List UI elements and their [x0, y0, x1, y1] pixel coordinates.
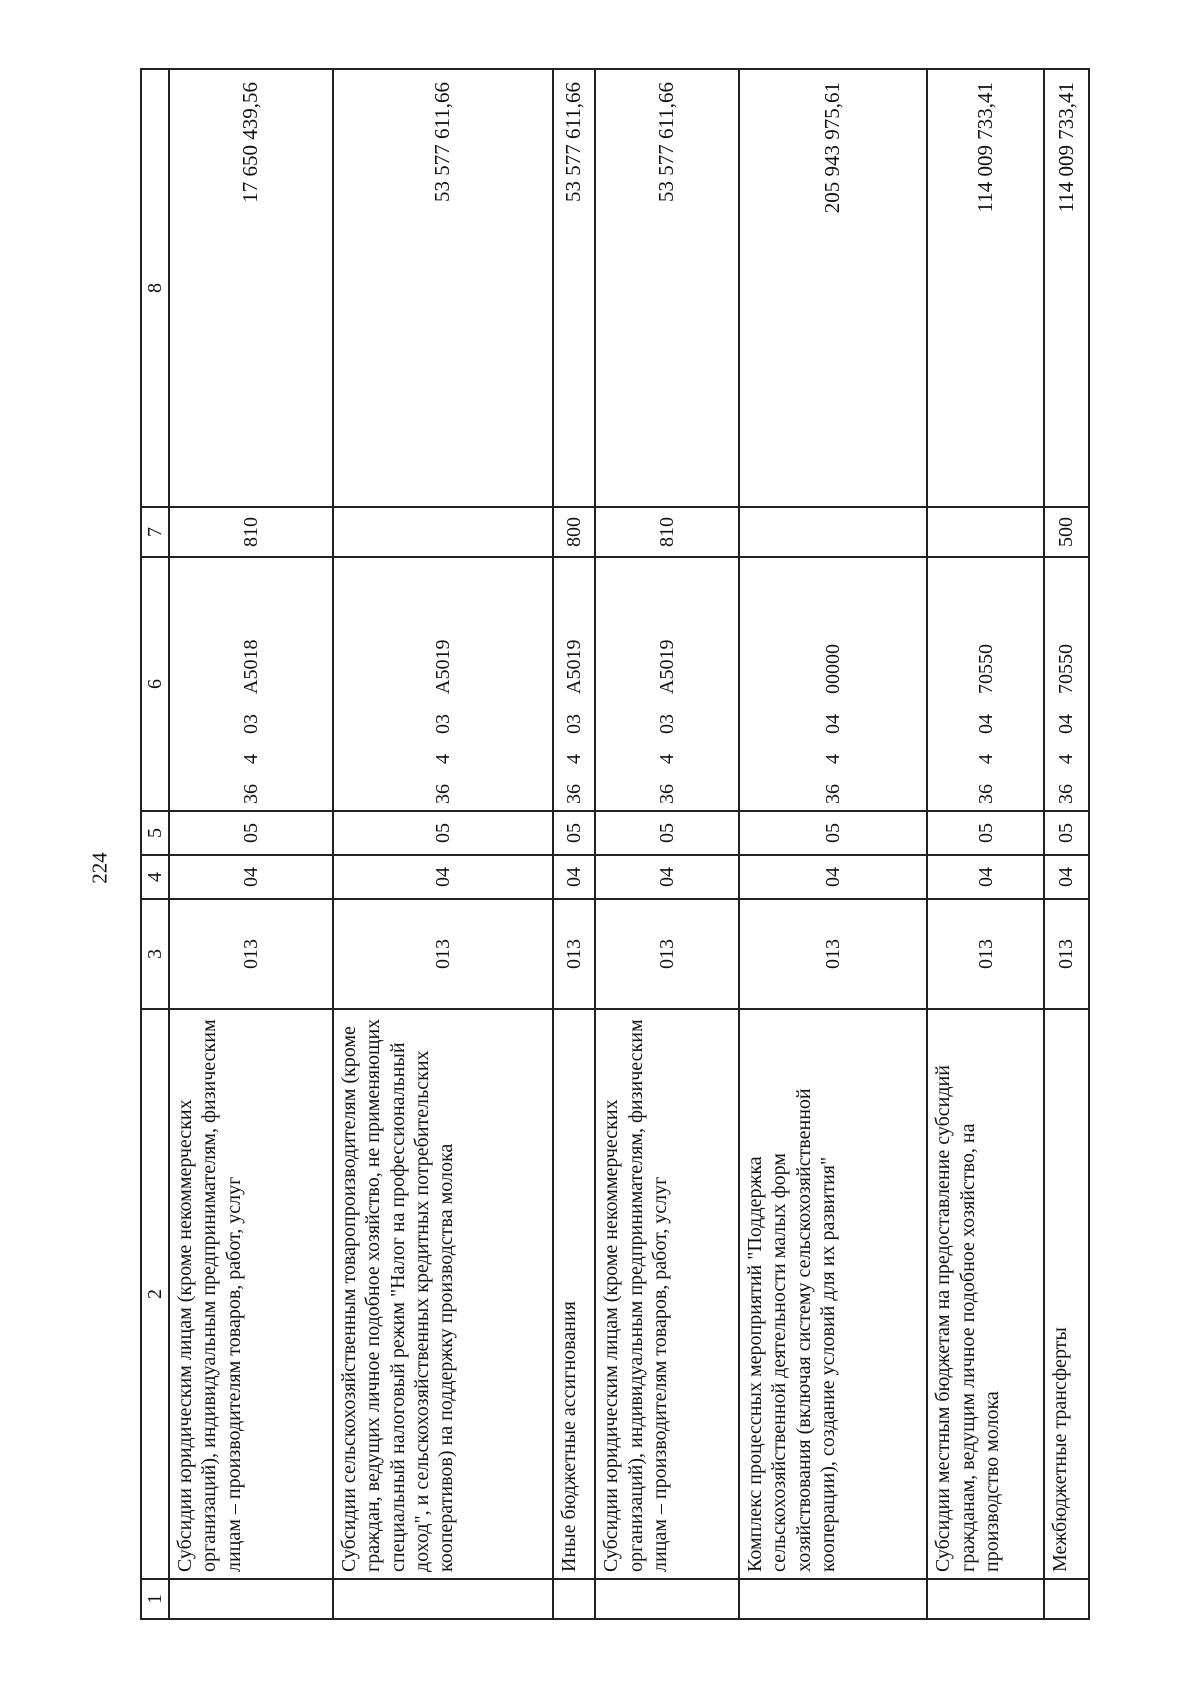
- item-name-cell: Комплекс процессных мероприятий "Поддержка сельскохозяйственной деятельности малых форм хозяйствования (включая систему сельскохозяйственной кооперации), создание условий для их развития": [739, 1009, 927, 1579]
- expense-type-cell: [333, 507, 553, 557]
- amount-cell: 205 943 975,61: [739, 69, 927, 507]
- section-cell: 04: [739, 855, 927, 899]
- row-index-cell: [169, 1579, 333, 1619]
- row-index-cell: [553, 1579, 596, 1619]
- item-name-cell: Субсидии сельскохозяйственным товаропроизводителям (кроме граждан, ведущих личное подобное хозяйство, не применяющих специальный налоговый режим "Налог на профессиональный доход", и сельскохозяйственных кредитных потребительских кооперативов) на поддержку производства молока: [333, 1009, 553, 1579]
- row-index-cell: [927, 1579, 1044, 1619]
- target-article-cell: [169, 557, 333, 811]
- ministry-code-cell: 013: [595, 899, 739, 1009]
- table-row: [739, 69, 927, 1619]
- page-number: 224: [87, 852, 112, 884]
- subprogram-code: 4: [1055, 754, 1078, 764]
- target-article-cell: [927, 557, 1044, 811]
- target-article-cell: [553, 557, 596, 811]
- direction-code: 70550: [1055, 644, 1078, 694]
- column-header: 7: [141, 507, 169, 557]
- subsection-cell: 05: [739, 811, 927, 855]
- column-header: 5: [141, 811, 169, 855]
- target-article-cell: [739, 557, 927, 811]
- direction-code: 70550: [974, 644, 997, 694]
- ministry-code-cell: 013: [1044, 899, 1089, 1009]
- ministry-code-cell: 013: [739, 899, 927, 1009]
- subsection-cell: 05: [927, 811, 1044, 855]
- column-header: 2: [141, 1009, 169, 1579]
- row-index-cell: [595, 1579, 739, 1619]
- expense-type-cell: 500: [1044, 507, 1089, 557]
- table-row: [1044, 69, 1089, 1619]
- target-article-cell: [1044, 557, 1089, 811]
- ministry-code-cell: 013: [927, 899, 1044, 1009]
- subsection-cell: 05: [553, 811, 596, 855]
- event-code: 03: [239, 714, 262, 734]
- section-cell: 04: [553, 855, 596, 899]
- amount-cell: 114 009 733,41: [927, 69, 1044, 507]
- ministry-code-cell: 013: [169, 899, 333, 1009]
- target-article-cell: [333, 557, 553, 811]
- section-cell: 04: [169, 855, 333, 899]
- expense-type-cell: [739, 507, 927, 557]
- subprogram-code: 4: [562, 754, 585, 764]
- amount-cell: 53 577 611,66: [595, 69, 739, 507]
- program-code: 36: [655, 784, 678, 804]
- subprogram-code: 4: [974, 754, 997, 764]
- item-name-cell: Межбюджетные трансферты: [1044, 1009, 1089, 1579]
- section-cell: 04: [333, 855, 553, 899]
- column-header: 1: [141, 1579, 169, 1619]
- direction-code: A5019: [562, 639, 585, 694]
- program-code: 36: [974, 784, 997, 804]
- direction-code: A5019: [431, 639, 454, 694]
- subsection-cell: 05: [169, 811, 333, 855]
- column-header: 4: [141, 855, 169, 899]
- target-article-cell: [595, 557, 739, 811]
- column-header: 6: [141, 557, 169, 811]
- section-cell: 04: [1044, 855, 1089, 899]
- program-code: 36: [821, 784, 844, 804]
- direction-code: A5018: [239, 639, 262, 694]
- item-name-cell: Субсидии местным бюджетам на предоставление субсидий гражданам, ведущим личное подобное хозяйство, на производство молока: [927, 1009, 1044, 1579]
- event-code: 04: [974, 714, 997, 734]
- table-row: [595, 69, 739, 1619]
- amount-cell: 53 577 611,66: [553, 69, 596, 507]
- expense-type-cell: 810: [595, 507, 739, 557]
- budget-table: [140, 68, 1090, 1620]
- subsection-cell: 05: [1044, 811, 1089, 855]
- amount-cell: 17 650 439,56: [169, 69, 333, 507]
- program-code: 36: [1055, 784, 1078, 804]
- section-cell: 04: [595, 855, 739, 899]
- expense-type-cell: [927, 507, 1044, 557]
- event-code: 03: [431, 714, 454, 734]
- budget-table-wrapper: [140, 70, 1090, 1620]
- amount-cell: 53 577 611,66: [333, 69, 553, 507]
- row-index-cell: [1044, 1579, 1089, 1619]
- program-code: 36: [431, 784, 454, 804]
- table-row: [333, 69, 553, 1619]
- expense-type-cell: 810: [169, 507, 333, 557]
- subprogram-code: 4: [431, 754, 454, 764]
- event-code: 03: [562, 714, 585, 734]
- table-body: [169, 69, 1089, 1619]
- event-code: 03: [655, 714, 678, 734]
- direction-code: 00000: [821, 644, 844, 694]
- amount-cell: 114 009 733,41: [1044, 69, 1089, 507]
- subprogram-code: 4: [655, 754, 678, 764]
- expense-type-cell: 800: [553, 507, 596, 557]
- program-code: 36: [562, 784, 585, 804]
- event-code: 04: [1055, 714, 1078, 734]
- item-name-cell: Иные бюджетные ассигнования: [553, 1009, 596, 1579]
- subsection-cell: 05: [333, 811, 553, 855]
- subprogram-code: 4: [821, 754, 844, 764]
- table-row: [553, 69, 596, 1619]
- header-row: [141, 69, 169, 1619]
- subprogram-code: 4: [239, 754, 262, 764]
- row-index-cell: [333, 1579, 553, 1619]
- event-code: 04: [821, 714, 844, 734]
- row-index-cell: [739, 1579, 927, 1619]
- subsection-cell: 05: [595, 811, 739, 855]
- ministry-code-cell: 013: [333, 899, 553, 1009]
- column-header: 8: [141, 69, 169, 507]
- table-row: [169, 69, 333, 1619]
- section-cell: 04: [927, 855, 1044, 899]
- program-code: 36: [239, 784, 262, 804]
- item-name-cell: Субсидии юридическим лицам (кроме некоммерческих организаций), индивидуальным предпринимателям, физическим лицам – производителям товаров, работ, услуг: [169, 1009, 333, 1579]
- direction-code: A5019: [655, 639, 678, 694]
- column-header: 3: [141, 899, 169, 1009]
- item-name-cell: Субсидии юридическим лицам (кроме некоммерческих организаций), индивидуальным предпринимателям, физическим лицам – производителям товаров, работ, услуг: [595, 1009, 739, 1579]
- table-row: [927, 69, 1044, 1619]
- ministry-code-cell: 013: [553, 899, 596, 1009]
